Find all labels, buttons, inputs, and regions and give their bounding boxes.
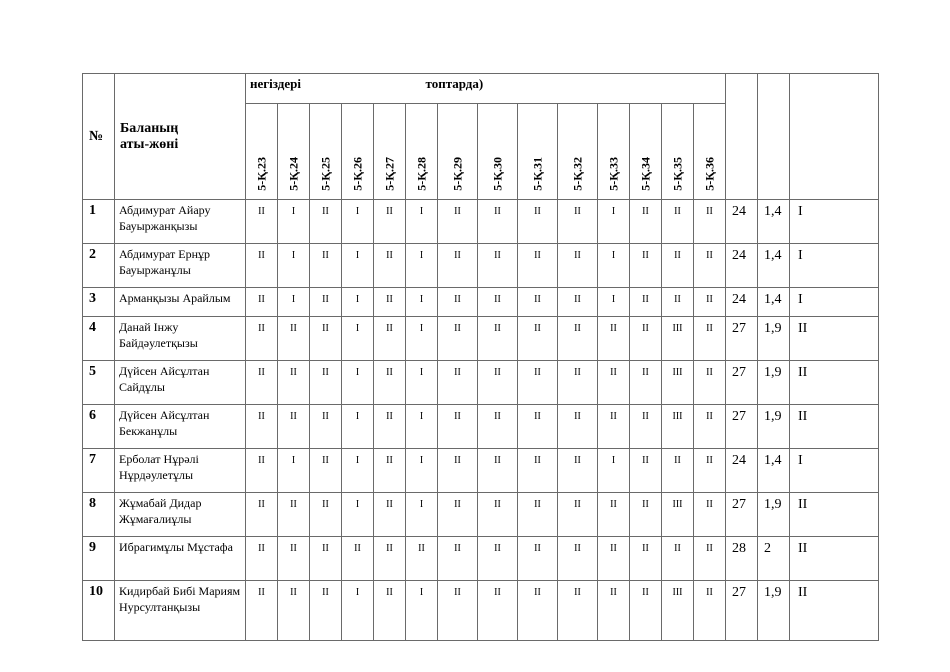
grade-cell: II — [694, 493, 726, 537]
grade-cell: II — [342, 537, 374, 581]
grade-cell: I — [278, 288, 310, 317]
table-row — [83, 361, 879, 405]
total-score: 24 — [726, 244, 758, 288]
grade-cell: II — [662, 288, 694, 317]
grade-cell: II — [438, 361, 478, 405]
level-cell: II — [790, 537, 879, 581]
number-header: № — [83, 74, 115, 200]
grade-cell: II — [518, 449, 558, 493]
total-score: 27 — [726, 581, 758, 641]
grade-cell: I — [278, 200, 310, 244]
table-row — [83, 449, 879, 493]
grade-cell: II — [278, 493, 310, 537]
grade-cell: II — [630, 405, 662, 449]
grade-cell: II — [558, 405, 598, 449]
column-header — [406, 104, 438, 200]
column-header — [438, 104, 478, 200]
grade-cell: I — [598, 200, 630, 244]
column-header-label: 5-Қ.27 — [382, 157, 396, 191]
column-header — [558, 104, 598, 200]
level-cell: II — [790, 317, 879, 361]
grade-cell: II — [518, 200, 558, 244]
grade-cell: II — [438, 200, 478, 244]
total-score: 24 — [726, 449, 758, 493]
grade-cell: II — [374, 493, 406, 537]
column-header-label: 5-Қ.33 — [606, 157, 620, 191]
grade-cell: II — [478, 361, 518, 405]
grade-cell: II — [310, 537, 342, 581]
grade-cell: II — [438, 493, 478, 537]
student-name: Абдимурат Ернұр Бауыржанұлы — [115, 244, 246, 288]
column-header — [662, 104, 694, 200]
grade-cell: II — [374, 288, 406, 317]
grade-cell: II — [694, 244, 726, 288]
grade-cell: II — [310, 288, 342, 317]
grade-cell: II — [630, 244, 662, 288]
grade-cell: II — [478, 537, 518, 581]
row-number: 4 — [83, 317, 115, 361]
grade-cell: I — [598, 244, 630, 288]
grade-cell: II — [438, 581, 478, 641]
grade-cell: II — [310, 581, 342, 641]
grade-cell: II — [694, 317, 726, 361]
column-header-label: 5-Қ.34 — [638, 157, 652, 191]
grade-cell: III — [662, 405, 694, 449]
grade-cell: I — [342, 317, 374, 361]
student-name: Ерболат Нұрәлі Нұрдәулетұлы — [115, 449, 246, 493]
grade-cell: II — [598, 405, 630, 449]
grade-cell: II — [662, 244, 694, 288]
group-header-right-text: топтарда) — [425, 76, 484, 91]
name-header-text: Баланың аты-жөні — [120, 120, 179, 152]
grade-cell: II — [478, 405, 518, 449]
grade-cell: II — [374, 405, 406, 449]
grade-cell: II — [478, 317, 518, 361]
grade-cell: II — [374, 200, 406, 244]
grade-cell: II — [478, 581, 518, 641]
row-number: 6 — [83, 405, 115, 449]
grade-cell: II — [310, 244, 342, 288]
grade-cell: II — [246, 537, 278, 581]
column-header-label: 5-Қ.32 — [570, 157, 584, 191]
grade-cell: II — [310, 200, 342, 244]
grade-cell: II — [438, 537, 478, 581]
student-name: Данай Інжу Байдәулетқызы — [115, 317, 246, 361]
grade-cell: II — [518, 244, 558, 288]
column-header-label: 5-Қ.36 — [702, 157, 716, 191]
grade-cell: I — [406, 244, 438, 288]
grade-cell: II — [310, 493, 342, 537]
grade-cell: II — [662, 449, 694, 493]
level-cell: II — [790, 493, 879, 537]
grade-cell: II — [246, 493, 278, 537]
grade-cell: II — [518, 581, 558, 641]
grade-cell: II — [518, 288, 558, 317]
group-header-left — [246, 74, 406, 104]
student-name: Кидирбай Бибі Мариям Нурсултанқызы — [115, 581, 246, 641]
grade-cell: II — [246, 317, 278, 361]
grade-cell: II — [478, 200, 518, 244]
grade-cell: I — [342, 405, 374, 449]
average-score: 1,9 — [758, 317, 790, 361]
grade-cell: II — [310, 449, 342, 493]
total-score: 27 — [726, 361, 758, 405]
column-header — [630, 104, 662, 200]
row-number: 5 — [83, 361, 115, 405]
table-row — [83, 244, 879, 288]
row-number: 8 — [83, 493, 115, 537]
row-number: 2 — [83, 244, 115, 288]
grade-cell: II — [310, 361, 342, 405]
grade-cell: II — [438, 317, 478, 361]
grade-cell: II — [518, 361, 558, 405]
average-score: 1,4 — [758, 200, 790, 244]
grade-cell: III — [662, 317, 694, 361]
name-header — [115, 74, 246, 200]
column-header — [598, 104, 630, 200]
table-row — [83, 317, 879, 361]
grade-cell: II — [662, 537, 694, 581]
column-header — [278, 104, 310, 200]
average-score: 1,9 — [758, 493, 790, 537]
grade-cell: II — [438, 244, 478, 288]
table-row — [83, 405, 879, 449]
grade-cell: II — [374, 581, 406, 641]
student-name: Арманқызы Арайлым — [115, 288, 246, 317]
grade-cell: II — [694, 449, 726, 493]
average-score: 2 — [758, 537, 790, 581]
grade-cell: I — [406, 200, 438, 244]
average-score: 1,4 — [758, 449, 790, 493]
grade-cell: I — [278, 244, 310, 288]
column-header — [518, 104, 558, 200]
grade-cell: I — [278, 449, 310, 493]
grade-cell: II — [246, 449, 278, 493]
assessment-table — [82, 73, 879, 641]
total-header — [726, 74, 758, 200]
column-header-label: 5-Қ.28 — [414, 157, 428, 191]
grade-cell: II — [630, 361, 662, 405]
grade-cell: II — [630, 317, 662, 361]
row-number: 7 — [83, 449, 115, 493]
grade-cell: II — [438, 405, 478, 449]
group-header-left-text: негіздері — [250, 76, 301, 91]
grade-cell: II — [598, 581, 630, 641]
grade-cell: II — [598, 361, 630, 405]
grade-cell: II — [518, 537, 558, 581]
grade-cell: II — [246, 288, 278, 317]
total-score: 28 — [726, 537, 758, 581]
total-score: 27 — [726, 493, 758, 537]
table-row — [83, 581, 879, 641]
grade-cell: II — [630, 288, 662, 317]
grade-cell: II — [374, 449, 406, 493]
grade-cell: I — [406, 581, 438, 641]
grade-cell: II — [558, 361, 598, 405]
student-name: Ибрагимұлы Мұстафа — [115, 537, 246, 581]
grade-cell: II — [630, 200, 662, 244]
grade-cell: II — [278, 405, 310, 449]
grade-cell: III — [662, 581, 694, 641]
column-header — [478, 104, 518, 200]
total-score: 27 — [726, 405, 758, 449]
table-row — [83, 288, 879, 317]
level-cell: I — [790, 244, 879, 288]
grade-cell: II — [694, 288, 726, 317]
row-number: 3 — [83, 288, 115, 317]
grade-cell: II — [694, 200, 726, 244]
grade-cell: II — [630, 537, 662, 581]
grade-cell: I — [342, 361, 374, 405]
level-cell: I — [790, 288, 879, 317]
grade-cell: II — [278, 537, 310, 581]
grade-cell: II — [630, 493, 662, 537]
grade-cell: I — [598, 288, 630, 317]
grade-cell: II — [694, 581, 726, 641]
grade-cell: II — [310, 405, 342, 449]
grade-cell: II — [374, 361, 406, 405]
grade-cell: II — [278, 317, 310, 361]
grade-cell: I — [342, 288, 374, 317]
level-cell: I — [790, 449, 879, 493]
column-header-label: 5-Қ.29 — [450, 157, 464, 191]
grade-cell: II — [478, 493, 518, 537]
grade-cell: II — [246, 581, 278, 641]
grade-cell: II — [478, 288, 518, 317]
average-score: 1,9 — [758, 361, 790, 405]
column-header — [246, 104, 278, 200]
grade-cell: I — [406, 493, 438, 537]
column-header — [694, 104, 726, 200]
grade-cell: II — [694, 537, 726, 581]
grade-cell: II — [246, 200, 278, 244]
table-row — [83, 493, 879, 537]
column-header-label: 5-Қ.31 — [530, 157, 544, 191]
average-score: 1,9 — [758, 405, 790, 449]
average-score: 1,9 — [758, 581, 790, 641]
average-header — [758, 74, 790, 200]
group-header-right — [406, 74, 726, 104]
grade-cell: II — [662, 200, 694, 244]
grade-cell: II — [278, 361, 310, 405]
row-number: 9 — [83, 537, 115, 581]
column-header-label: 5-Қ.23 — [254, 157, 268, 191]
student-name: Дүйсен Айсұлтан Сайдұлы — [115, 361, 246, 405]
table-row — [83, 537, 879, 581]
grade-cell: II — [558, 288, 598, 317]
grade-cell: I — [406, 361, 438, 405]
grade-cell: II — [374, 244, 406, 288]
grade-cell: II — [438, 288, 478, 317]
grade-cell: II — [246, 405, 278, 449]
grade-cell: I — [342, 581, 374, 641]
column-header — [342, 104, 374, 200]
row-number: 10 — [83, 581, 115, 641]
column-header-label: 5-Қ.26 — [350, 157, 364, 191]
grade-cell: I — [342, 493, 374, 537]
student-name: Дүйсен Айсұлтан Бекжанұлы — [115, 405, 246, 449]
level-header — [790, 74, 879, 200]
column-header-label: 5-Қ.25 — [318, 157, 332, 191]
column-header — [310, 104, 342, 200]
row-number: 1 — [83, 200, 115, 244]
grade-cell: II — [558, 317, 598, 361]
grade-cell: II — [558, 537, 598, 581]
grade-cell: I — [598, 449, 630, 493]
grade-cell: II — [558, 200, 598, 244]
column-header-label: 5-Қ.30 — [490, 157, 504, 191]
grade-cell: II — [374, 317, 406, 361]
grade-cell: II — [630, 449, 662, 493]
grade-cell: II — [558, 244, 598, 288]
grade-cell: II — [694, 361, 726, 405]
grade-cell: II — [558, 581, 598, 641]
grade-cell: II — [598, 537, 630, 581]
grade-cell: II — [630, 581, 662, 641]
column-header-label: 5-Қ.35 — [670, 157, 684, 191]
grade-cell: II — [310, 317, 342, 361]
total-score: 27 — [726, 317, 758, 361]
grade-cell: II — [558, 493, 598, 537]
average-score: 1,4 — [758, 288, 790, 317]
grade-cell: I — [406, 405, 438, 449]
grade-cell: III — [662, 493, 694, 537]
grade-cell: II — [558, 449, 598, 493]
grade-cell: II — [246, 361, 278, 405]
grade-cell: I — [406, 317, 438, 361]
grade-cell: II — [518, 317, 558, 361]
grade-cell: I — [342, 449, 374, 493]
grade-cell: II — [374, 537, 406, 581]
level-cell: I — [790, 200, 879, 244]
student-name: Абдимурат Айару Бауыржанқызы — [115, 200, 246, 244]
level-cell: II — [790, 361, 879, 405]
grade-cell: II — [518, 405, 558, 449]
column-header — [374, 104, 406, 200]
grade-cell: II — [478, 244, 518, 288]
grade-cell: III — [662, 361, 694, 405]
grade-cell: I — [342, 200, 374, 244]
level-cell: II — [790, 581, 879, 641]
grade-cell: II — [278, 581, 310, 641]
grade-cell: I — [406, 288, 438, 317]
average-score: 1,4 — [758, 244, 790, 288]
table-row — [83, 200, 879, 244]
grade-cell: II — [438, 449, 478, 493]
grade-cell: I — [342, 244, 374, 288]
total-score: 24 — [726, 288, 758, 317]
grade-cell: II — [598, 317, 630, 361]
total-score: 24 — [726, 200, 758, 244]
level-cell: II — [790, 405, 879, 449]
grade-cell: II — [518, 493, 558, 537]
grade-cell: II — [694, 405, 726, 449]
grade-cell: II — [246, 244, 278, 288]
grade-cell: II — [478, 449, 518, 493]
grade-cell: I — [406, 449, 438, 493]
grade-cell: II — [406, 537, 438, 581]
grade-cell: II — [598, 493, 630, 537]
column-header-label: 5-Қ.24 — [286, 157, 300, 191]
student-name: Жұмабай Дидар Жұмағалиұлы — [115, 493, 246, 537]
